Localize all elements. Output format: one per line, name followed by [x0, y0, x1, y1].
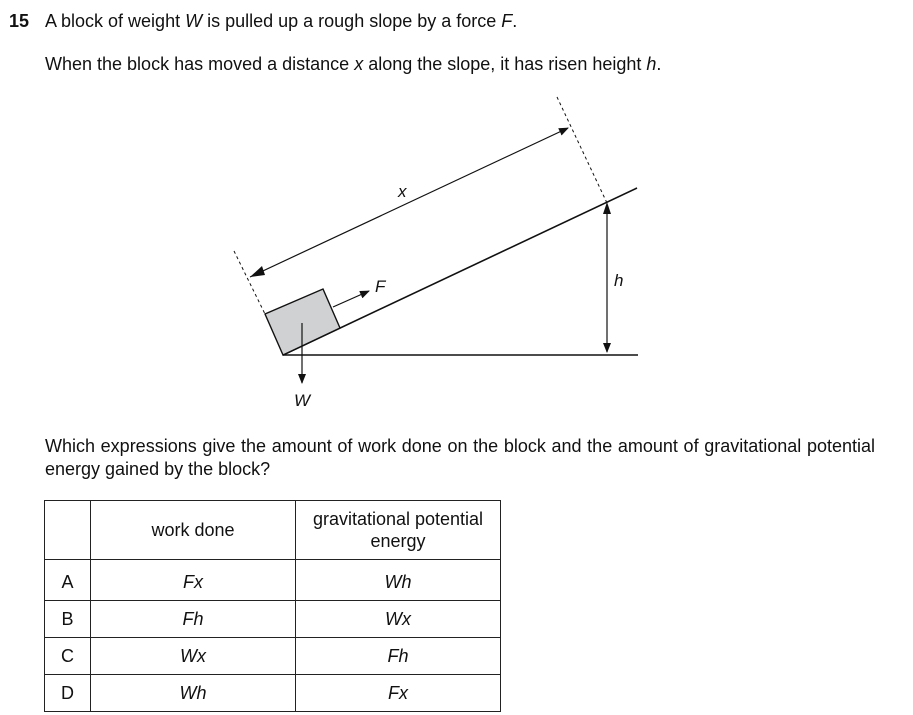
distance-x-arrow: [250, 128, 568, 277]
question-context: When the block has moved a distance x along the slope, it has risen height h.: [45, 54, 662, 74]
option-label: A: [45, 560, 91, 601]
table-row: [45, 601, 501, 638]
gpe-value: Fh: [296, 638, 501, 675]
question-number: 15: [9, 11, 30, 31]
work-done-value: Wh: [91, 675, 296, 712]
table-header-row: [45, 501, 501, 560]
label-h: h: [614, 271, 624, 290]
answer-options-table: [44, 500, 501, 712]
dashed-guide-end: [557, 97, 607, 203]
gpe-value: Wx: [296, 601, 501, 638]
question-intro: A block of weight W is pulled up a rough slope by a force F.: [45, 11, 518, 31]
gpe-value: Wh: [296, 560, 501, 601]
header-gpe: gravitational potential energy: [296, 501, 501, 560]
table-row: [45, 638, 501, 675]
table-row: [45, 560, 501, 601]
dashed-guide-start: [234, 251, 265, 314]
table-row: [45, 675, 501, 712]
label-x: x: [398, 182, 407, 201]
label-w: W: [294, 391, 311, 410]
work-done-value: Wx: [91, 638, 296, 675]
force-f-arrow: [333, 291, 369, 307]
label-f: F: [375, 277, 386, 296]
work-done-value: Fh: [91, 601, 296, 638]
gpe-value: Fx: [296, 675, 501, 712]
option-label: B: [45, 601, 91, 638]
header-work-done: work done: [91, 501, 296, 560]
option-label: C: [45, 638, 91, 675]
header-blank: [45, 501, 91, 560]
option-label: D: [45, 675, 91, 712]
work-done-value: Fx: [91, 560, 296, 601]
question-prompt: Which expressions give the amount of work done on the block and the amount of gravitational potential energy gained by the block?: [45, 436, 875, 479]
